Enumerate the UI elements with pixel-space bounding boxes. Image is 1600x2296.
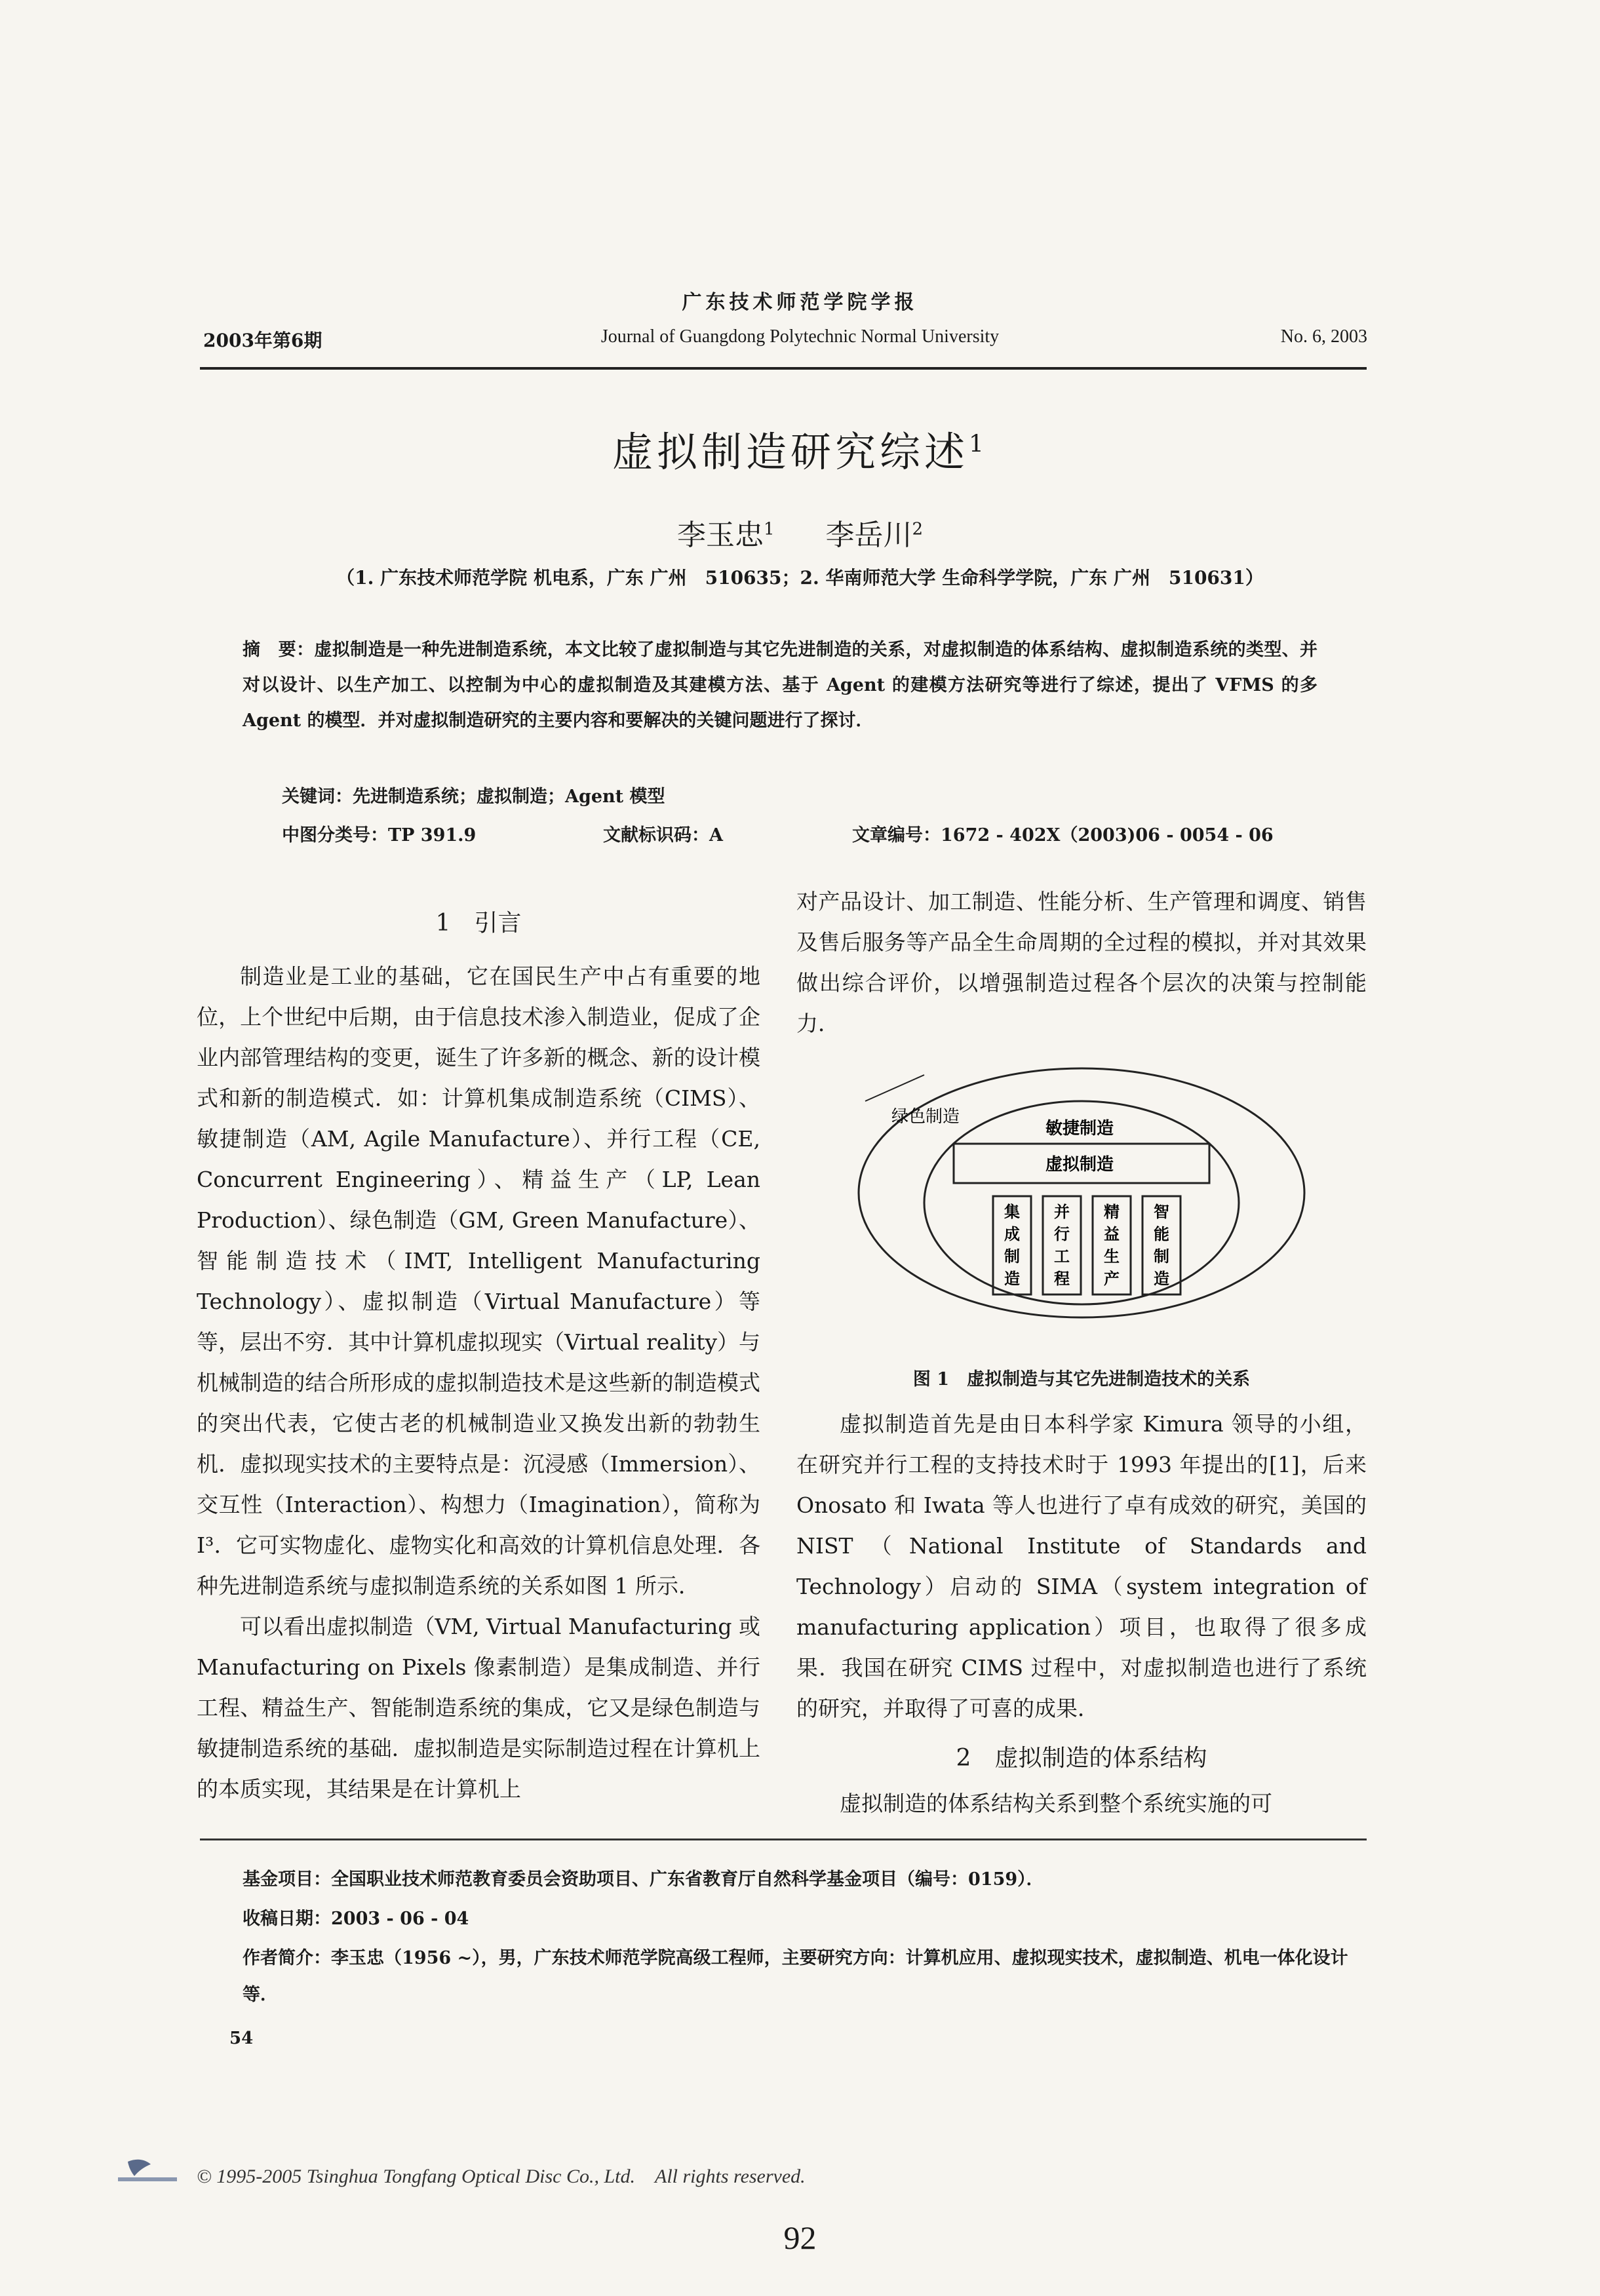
doccode-label: 文献标识码： [603, 825, 709, 846]
technology-box-2-char: 行 [1054, 1224, 1070, 1243]
right-paragraph-history: 虚拟制造首先是由日本科学家 Kimura 领导的小组，在研究并行工程的支持技术时于 1993 年提出的[1]，后来 Onosato 和 Iwata 等人也进行了卓有成效的研究，美国的 NIST（National Institute of Standards and Technology）启动的 SIMA（system integration of manufacturing application）项目，也取得了很多成果．我国在研究 CIMS 过程中，对虚拟制造也进行了系统的研究，并取得了可喜的成果． [796, 1411, 1367, 1721]
clc-number [282, 821, 476, 846]
technology-box-2-char: 程 [1054, 1269, 1070, 1288]
issue-label: 2003年第6期 [203, 330, 322, 351]
right-column-bottom [796, 1404, 1367, 1824]
technology-box-1-char: 集 [1004, 1202, 1020, 1221]
title-text: 虚拟制造研究综述 [612, 428, 969, 476]
abstract-label: 摘 要： [243, 640, 315, 660]
title-footnote-mark: 1 [969, 431, 988, 458]
footnote-rule [200, 1839, 1367, 1840]
artno-text: 1672 - 402X（2003)06 - 0054 - 06 [941, 825, 1274, 846]
technology-box-3-char: 生 [1104, 1247, 1120, 1266]
abstract [243, 632, 1317, 739]
label-virtual-manufacturing: 虚拟制造 [1045, 1155, 1114, 1175]
figure-1 [852, 1062, 1311, 1324]
section-2-paragraph-1: 虚拟制造的体系结构关系到整个系统实施的可 [840, 1791, 1272, 1816]
journal-name-en: Journal of Guangdong Polytechnic Normal University [600, 326, 1000, 347]
abstract-text: 虚拟制造是一种先进制造系统，本文比较了虚拟制造与其它先进制造的关系，对虚拟制造的体系结构、虚拟制造系统的类型、并对以设计、以生产加工、以控制为中心的虚拟制造及其建模方法、基于 Agent 的建模方法研究等进行了综述，提出了 VFMS 的多 Agent 的模型．并对虚拟制造研究的主要内容和要解决的关键问题进行了探讨． [243, 640, 1318, 731]
bottom-page-number: 92 [783, 2219, 817, 2256]
publisher-logo-icon [115, 2156, 180, 2185]
keywords-label: 关键词： [282, 787, 353, 807]
section-1-paragraph-1: 制造业是工业的基础，它在国民生产中占有重要的地位，上个世纪中后期，由于信息技术渗入制造业，促成了企业内部管理结构的变更，诞生了许多新的概念、新的设计模式和新的制造模式．如：计算机集成制造系统（CIMS）、敏捷制造（AM, Agile Manufacture）、并行工程（CE, Concurrent Engineering）、精益生产（LP, Lean Production）、绿色制造（GM, Green Manufacture）、智能制造技术（IMT, Intelligent Manufacturing Technology）、虚拟制造（Virtual Manufacture）等等，层出不穷．其中计算机虚拟现实（Virtual reality）与机械制造的结合所形成的虚拟制造技术是这些新的制造模式的突出代表，它使古老的机械制造业又换发出新的勃勃生机．虚拟现实技术的主要特点是：沉浸感（Immersion）、交互性（Interaction）、构想力（Imagination），简称为 I³．它可实物虚化、虚物实化和高效的计算机信息处理．各种先进制造系统与虚拟制造系统的关系如图 1 所示． [197, 963, 760, 1599]
author-list [0, 511, 1600, 553]
right-column-top [796, 882, 1367, 1044]
clc-text: TP 391.9 [388, 825, 477, 846]
author-2: 李岳川 [825, 518, 912, 552]
technology-box-4-char: 智 [1154, 1202, 1169, 1221]
footnote-bio: 作者简介：李玉忠（1956 ~），男，广东技术师范学院高级工程师，主要研究方向：计算机应用、虚拟现实技术，虚拟制造、机电一体化设计等． [243, 1948, 1348, 2005]
technology-box-1-char: 成 [1004, 1224, 1020, 1243]
left-column [197, 905, 760, 1810]
label-green-manufacturing: 绿色制造 [891, 1107, 960, 1127]
technology-box-4-char: 制 [1154, 1247, 1169, 1266]
affiliation: （1. 广东技术师范学院 机电系，广东 广州 510635；2. 华南师范大学 生命科学学院，广东 广州 510631） [336, 567, 1264, 589]
technology-box-4-char: 能 [1154, 1224, 1169, 1243]
doccode-text: A [709, 825, 723, 846]
technology-box-3-char: 产 [1104, 1269, 1120, 1288]
section-1-heading: 1 引言 [435, 910, 522, 937]
journal-name-cn: 广东技术师范学院学报 [682, 291, 918, 314]
green-label-line [865, 1075, 924, 1101]
technology-box-2-char: 工 [1054, 1247, 1070, 1266]
keywords-text: 先进制造系统；虚拟制造；Agent 模型 [353, 787, 665, 807]
issue-number: No. 6, 2003 [1280, 326, 1367, 347]
right-paragraph-continuation: 对产品设计、加工制造、性能分析、生产管理和调度、销售及售后服务等产品全生命周期的全过程的模拟，并对其效果做出综合评价，以增强制造过程各个层次的决策与控制能力． [796, 889, 1367, 1036]
technology-box-3-char: 精 [1104, 1202, 1120, 1221]
section-2-heading: 2 虚拟制造的体系结构 [956, 1745, 1207, 1772]
figure-1-caption: 图 1 虚拟制造与其它先进制造技术的关系 [912, 1369, 1251, 1390]
header-rule [200, 367, 1367, 370]
keywords [282, 782, 665, 807]
document-code [603, 821, 723, 846]
copyright-notice: © 1995-2005 Tsinghua Tongfang Optical Disc Co., Ltd. All rights reserved. [197, 2166, 806, 2187]
technology-box-1-char: 制 [1004, 1247, 1020, 1266]
technology-box-2-char: 并 [1054, 1202, 1070, 1221]
footnote-received: 收稿日期：2003 - 06 - 04 [243, 1909, 469, 1929]
technology-box-3-char: 益 [1104, 1224, 1120, 1243]
figure-1-diagram [852, 1062, 1311, 1324]
paper-title [0, 419, 1600, 478]
page-number: 54 [229, 2029, 254, 2048]
artno-label: 文章编号： [852, 825, 941, 846]
footnote-fund: 基金项目：全国职业技术师范教育委员会资助项目、广东省教育厅自然科学基金项目（编号：0159）． [243, 1869, 1044, 1890]
technology-boxes [993, 1196, 1180, 1294]
label-agile-manufacturing: 敏捷制造 [1045, 1119, 1114, 1138]
article-number [852, 821, 1274, 846]
technology-box-1-char: 造 [1004, 1269, 1020, 1288]
author-1-mark: 1 [763, 519, 775, 539]
clc-label: 中图分类号： [282, 825, 388, 846]
author-2-mark: 2 [912, 519, 924, 539]
section-1-paragraph-2: 可以看出虚拟制造（VM, Virtual Manufacturing 或 Manufacturing on Pixels 像素制造）是集成制造、并行工程、精益生产、智能制造系统的集成，它又是绿色制造与敏捷制造系统的基础．虚拟制造是实际制造过程在计算机上的本质实现，其结果是在计算机上 [197, 1614, 760, 1802]
author-1: 李玉忠 [676, 518, 764, 552]
technology-box-4-char: 造 [1154, 1269, 1169, 1288]
